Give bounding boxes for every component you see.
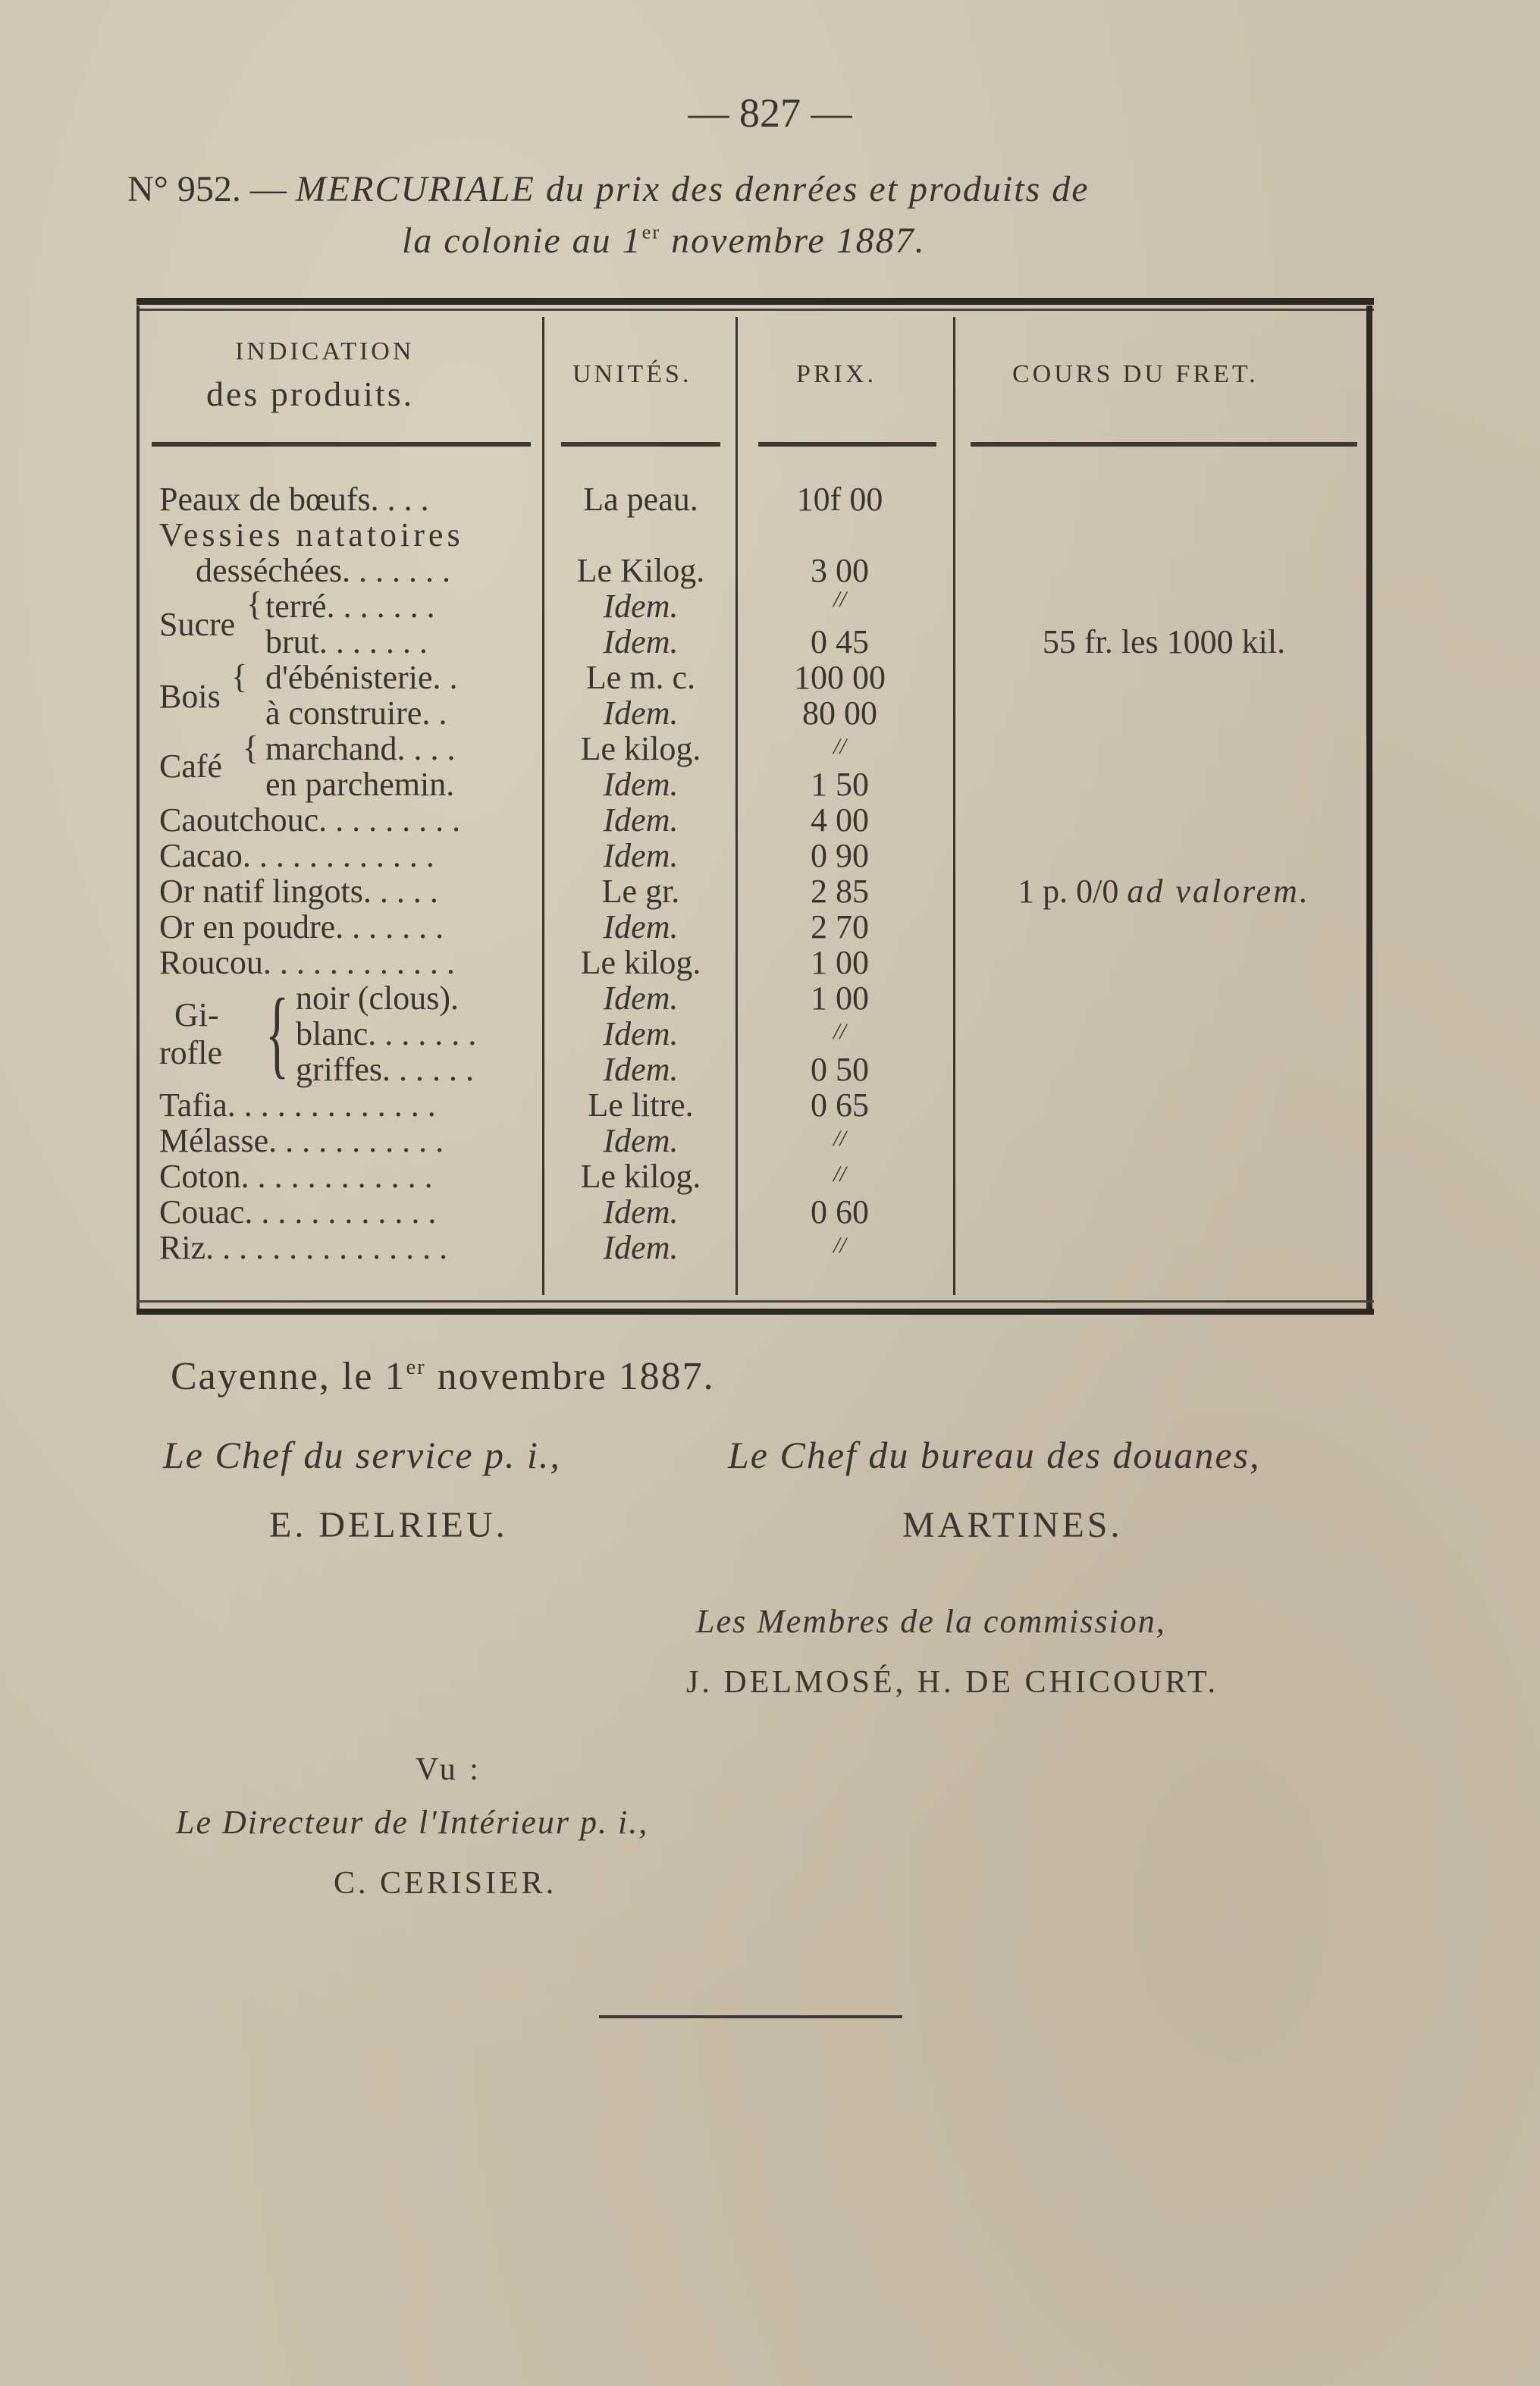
header-rule-units (561, 442, 720, 447)
table-cell-price: // (833, 587, 846, 612)
group-label-girofle-1: Gi- (174, 996, 219, 1033)
table-cell-unit: Idem. (603, 1122, 679, 1159)
chief-service-title: Le Chef du service p. i., (163, 1434, 561, 1476)
table-cell-price: 2 85 (811, 873, 869, 910)
table-cell-unit: Idem. (603, 1193, 679, 1231)
table-cell-price: 0 50 (811, 1051, 869, 1088)
table-row-product: marchand. . . . (265, 730, 456, 767)
title-date-sup: er (641, 220, 661, 243)
table-cell-unit: Idem. (603, 1015, 679, 1052)
table-cell-unit: Le m. c. (585, 659, 696, 696)
header-freight: COURS DU FRET. (1012, 360, 1259, 388)
header-products-line2: des produits. (206, 375, 415, 413)
table-cell-price: // (833, 1162, 846, 1187)
closing-rule (599, 2015, 902, 2018)
table-cell-price: 0 65 (811, 1086, 869, 1124)
table-left-border (136, 306, 140, 1310)
table-cell-price: 10f 00 (796, 481, 883, 518)
column-divider-2 (735, 317, 738, 1295)
title-date-post: novembre 1887. (660, 221, 926, 261)
table-cell-unit: Idem. (603, 801, 679, 839)
table-row-product: Vessies natatoires (159, 516, 464, 553)
table-cell-price: 1 00 (811, 980, 869, 1017)
header-price: PRIX. (796, 360, 877, 388)
place-and-date (171, 1354, 715, 1399)
table-row-product: griffes. . . . . . (296, 1051, 475, 1088)
header-rule-freight (971, 442, 1357, 447)
column-divider-3 (953, 317, 955, 1295)
table-row-product: Couac. . . . . . . . . . . . (159, 1193, 437, 1231)
table-cell-price: 3 00 (811, 552, 869, 589)
table-right-border (1366, 306, 1372, 1310)
table-row-product: blanc. . . . . . . (296, 1015, 477, 1052)
table-cell-price: // (833, 1019, 846, 1044)
table-top-rule (136, 298, 1374, 305)
document-number: N° 952. — (127, 169, 296, 209)
table-row-product: à construire. . (265, 694, 447, 732)
table-cell-price: 2 70 (811, 908, 869, 945)
place-date-sup: er (406, 1355, 426, 1379)
table-cell-unit: Le kilog. (580, 944, 701, 981)
table-cell-price: 1 50 (811, 766, 869, 803)
price-table (136, 298, 1374, 1322)
table-cell-price: 4 00 (811, 801, 869, 839)
table-cell-price: 0 45 (811, 623, 869, 660)
table-row-product: Mélasse. . . . . . . . . . . (159, 1122, 444, 1159)
table-cell-unit: Idem. (603, 694, 679, 732)
table-cell-unit: Le kilog. (580, 1158, 701, 1195)
table-cell-price: 100 00 (794, 659, 886, 696)
document-title-line-2 (402, 220, 926, 262)
table-row-product: Cacao. . . . . . . . . . . . (159, 837, 434, 874)
table-cell-unit: Idem. (603, 837, 679, 874)
table-cell-unit: Le litre. (588, 1086, 694, 1124)
brace-sucre: { (246, 585, 263, 622)
table-cell-unit: Le gr. (601, 873, 680, 910)
group-label-sucre: Sucre (159, 606, 236, 643)
table-cell-price: // (833, 1126, 846, 1151)
column-divider-1 (542, 317, 544, 1295)
freight-note-or-rate: 1 p. 0/0 (1018, 873, 1128, 910)
table-row-product: Peaux de bœufs. . . . (159, 481, 429, 518)
table-cell-price: // (833, 1233, 846, 1258)
table-row-product: Tafia. . . . . . . . . . . . . (159, 1086, 436, 1124)
document-title-rest: du prix des denrées et produits de (535, 169, 1090, 209)
table-cell-unit: Idem. (603, 766, 679, 803)
table-row-product: brut. . . . . . . (265, 623, 428, 660)
table-row-product: en parchemin. (265, 766, 455, 803)
commission-names: J. DELMOSÉ, H. DE CHICOURT. (686, 1665, 1219, 1700)
table-row-product: terré. . . . . . . (265, 588, 435, 625)
table-row-product: Coton. . . . . . . . . . . . (159, 1158, 433, 1195)
table-bottom-rule-thin (136, 1300, 1374, 1303)
table-row-product: Riz. . . . . . . . . . . . . . . (159, 1229, 448, 1266)
brace-bois: { (231, 658, 248, 695)
table-row-product: desséchées. . . . . . . (196, 552, 451, 589)
director-name: C. CERISIER. (334, 1866, 557, 1901)
table-row-product: noir (clous). (296, 980, 459, 1017)
table-cell-unit: Idem. (603, 908, 679, 945)
group-label-bois: Bois (159, 678, 221, 715)
header-rule-products (152, 442, 531, 447)
chief-customs-title: Le Chef du bureau des douanes, (728, 1434, 1261, 1476)
brace-girofle: { (265, 979, 290, 1088)
table-cell-unit: Idem. (603, 980, 679, 1017)
table-cell-unit: La peau. (583, 481, 698, 518)
document-heading: MERCURIALE (295, 169, 535, 209)
commission-title: Les Membres de la commission, (696, 1603, 1166, 1640)
group-label-girofle-2: rofle (159, 1034, 223, 1071)
table-row-product: d'ébénisterie. . (265, 659, 458, 696)
page-number: — 827 — (688, 90, 852, 136)
header-rule-price (758, 442, 936, 447)
document-title-line-1 (127, 168, 1090, 210)
table-row-product: Or natif lingots. . . . . (159, 873, 438, 910)
freight-note-or-ad-valorem: ad valorem. (1127, 873, 1310, 910)
title-date-pre: la colonie au 1 (402, 221, 642, 261)
group-label-cafe: Café (159, 748, 223, 785)
table-cell-unit: Idem. (603, 1229, 679, 1266)
table-cell-price: 1 00 (811, 944, 869, 981)
table-cell-unit: Idem. (603, 588, 679, 625)
director-title: Le Directeur de l'Intérieur p. i., (176, 1804, 649, 1841)
table-row-product: Roucou. . . . . . . . . . . . (159, 944, 455, 981)
table-cell-unit: Le kilog. (580, 730, 701, 767)
table-row-product: Or en poudre. . . . . . . (159, 908, 444, 945)
header-products-line1: INDICATION (235, 337, 415, 365)
table-cell-unit: Le Kilog. (576, 552, 705, 589)
table-cell-price: // (833, 734, 846, 759)
place-date-pre: Cayenne, le 1 (171, 1355, 406, 1398)
table-row-product: Caoutchouc. . . . . . . . . (159, 801, 461, 839)
freight-note-or (967, 872, 1361, 911)
chief-customs-name: MARTINES. (902, 1505, 1123, 1545)
freight-note-sucre: 55 fr. les 1000 kil. (1042, 623, 1286, 660)
table-cell-unit: Idem. (603, 1051, 679, 1088)
table-cell-price: 80 00 (802, 694, 877, 732)
place-date-post: novembre 1887. (425, 1355, 715, 1398)
header-units: UNITÉS. (572, 360, 692, 388)
brace-cafe: { (243, 729, 259, 767)
table-cell-unit: Idem. (603, 623, 679, 660)
table-cell-price: 0 60 (811, 1193, 869, 1231)
chief-service-name: E. DELRIEU. (269, 1505, 508, 1545)
vu-label: Vu : (416, 1752, 481, 1787)
table-bottom-rule (136, 1309, 1374, 1315)
table-cell-price: 0 90 (811, 837, 869, 874)
table-top-rule-thin (136, 309, 1374, 311)
